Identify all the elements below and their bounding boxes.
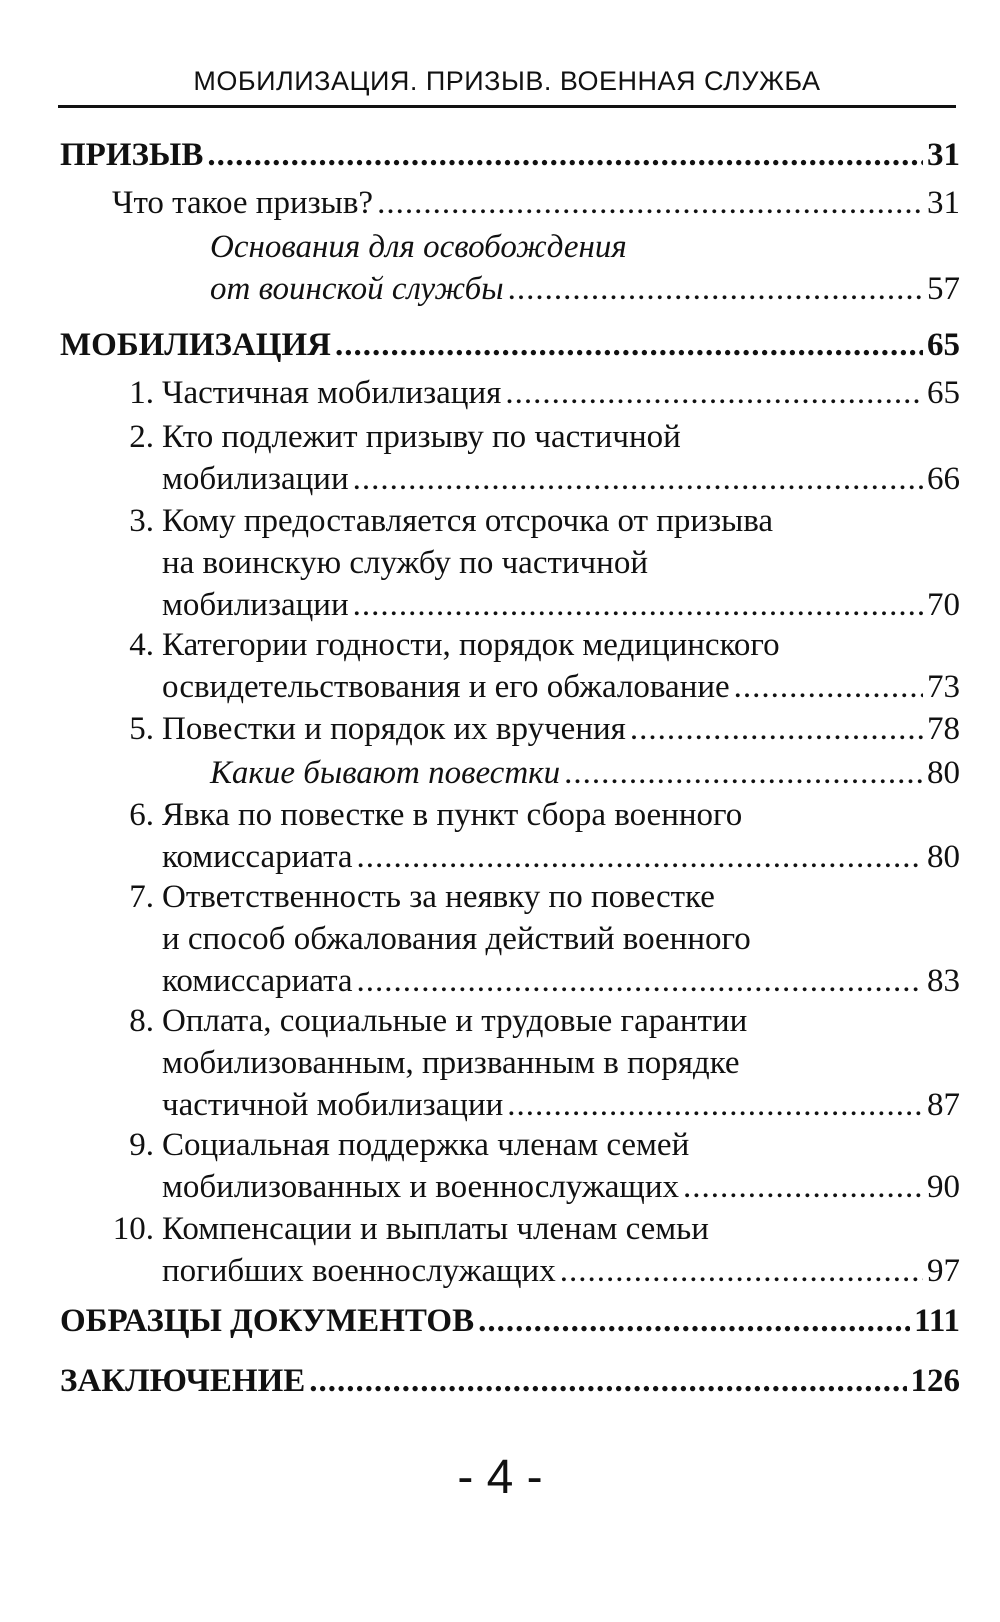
toc-item-number: 4. — [129, 627, 154, 663]
toc-item-number: 2. — [129, 419, 154, 455]
toc-entry-title-line: освидетельствования и его обжалование — [162, 669, 730, 705]
toc-page-number: 57 — [927, 271, 960, 307]
toc-entry-title-line: Явка по повестке в пункт сбора военного — [162, 797, 743, 833]
toc-entry-title-line: от воинской службы — [210, 271, 504, 307]
toc-item-2 — [60, 416, 960, 500]
toc-entry-title-line: комиссариата — [162, 839, 353, 875]
toc-entry-title-line: мобилизованных и военнослужащих — [162, 1169, 679, 1205]
dot-leader — [357, 836, 923, 878]
toc-entry-title-line: Ответственность за неявку по повестке — [162, 879, 715, 915]
dot-leader — [478, 1300, 910, 1342]
toc-item-1 — [60, 372, 960, 414]
dot-leader — [734, 666, 923, 708]
dot-leader — [309, 1360, 906, 1402]
toc-item-number: 6. — [129, 797, 154, 833]
dot-leader — [353, 458, 923, 500]
toc-entry-title-line: мобилизации — [162, 587, 349, 623]
dot-leader — [377, 182, 923, 224]
toc-item-number: 5. — [129, 711, 154, 747]
toc-entry-title-line: погибших военнослужащих — [162, 1253, 556, 1289]
toc-section-mobilization — [60, 324, 960, 366]
toc-entry-title-line: Основания для освобождения — [210, 229, 627, 265]
toc-item-number: 3. — [129, 503, 154, 539]
dot-leader — [630, 708, 923, 750]
toc-entry-title-line: Кто подлежит призыву по частичной — [162, 419, 681, 455]
toc-entry-title-line: частичной мобилизации — [162, 1087, 504, 1123]
toc-entry-title-line: на воинскую службу по частичной — [162, 545, 648, 581]
toc-entry-title-line: Повестки и порядок их вручения — [162, 711, 626, 747]
toc-section-conclusion — [60, 1360, 960, 1402]
toc-page-number: 80 — [927, 755, 960, 791]
toc-item-number: 7. — [129, 879, 154, 915]
toc-entry-title-line: и способ обжалования действий военного — [162, 921, 751, 957]
toc-entry-title-line: Социальная поддержка членам семей — [162, 1127, 690, 1163]
running-head: МОБИЛИЗАЦИЯ. ПРИЗЫВ. ВОЕННАЯ СЛУЖБА — [58, 66, 956, 108]
toc-page-number: 97 — [927, 1253, 960, 1289]
toc-page-number: 80 — [927, 839, 960, 875]
toc-item-7 — [60, 876, 960, 1002]
toc-item-5 — [60, 708, 960, 750]
toc-section-title: МОБИЛИЗАЦИЯ — [60, 327, 331, 363]
toc-section-title: ОБРАЗЦЫ ДОКУМЕНТОВ — [60, 1303, 475, 1339]
toc-entry-exemption-grounds — [60, 226, 960, 310]
toc-item-number: 10. — [112, 1211, 154, 1247]
toc-page-number: 111 — [914, 1303, 960, 1339]
toc-page-number: 66 — [927, 461, 960, 497]
toc-entry-title-line: Оплата, социальные и трудовые гарантии — [162, 1003, 748, 1039]
dot-leader — [560, 1250, 923, 1292]
toc-item-10 — [60, 1208, 960, 1292]
toc-entry-title-line: Компенсации и выплаты членам семьи — [162, 1211, 709, 1247]
toc-page-number: 126 — [910, 1363, 960, 1399]
toc-section-title: ПРИЗЫВ — [60, 137, 204, 173]
toc-page-number: 90 — [927, 1169, 960, 1205]
dot-leader — [207, 134, 923, 176]
dot-leader — [335, 324, 923, 366]
dot-leader — [508, 268, 923, 310]
toc-item-number: 1. — [129, 375, 154, 411]
toc-section-title: ЗАКЛЮЧЕНИЕ — [60, 1363, 306, 1399]
toc-page-number: 73 — [927, 669, 960, 705]
toc-item-number: 9. — [129, 1127, 154, 1163]
toc-page-number: 31 — [927, 185, 960, 221]
toc-entry-what-is-conscription — [60, 182, 960, 224]
toc-page-number: 78 — [927, 711, 960, 747]
toc-entry-title-line: Кому предоставляется отсрочка от призыва — [162, 503, 774, 539]
toc-item-8 — [60, 1000, 960, 1126]
dot-leader — [683, 1166, 923, 1208]
page-number: - 4 - — [457, 1451, 543, 1504]
toc-item-number: 8. — [129, 1003, 154, 1039]
toc-entry-title: Что такое призыв? — [112, 185, 374, 221]
toc-page-number: 65 — [927, 375, 960, 411]
toc-page-number: 31 — [927, 137, 960, 173]
dot-leader — [357, 960, 923, 1002]
toc-page-number: 65 — [927, 327, 960, 363]
toc-entry-title-line: Частичная мобилизация — [162, 375, 502, 411]
toc-entry-summons-types — [60, 752, 960, 794]
toc-page-number: 87 — [927, 1087, 960, 1123]
toc-entry-title-line: Какие бывают повестки — [210, 755, 561, 791]
toc-item-4 — [60, 624, 960, 708]
toc-page-number: 83 — [927, 963, 960, 999]
toc-item-9 — [60, 1124, 960, 1208]
toc-item-3 — [60, 500, 960, 626]
dot-leader — [353, 584, 923, 626]
toc-entry-title-line: мобилизации — [162, 461, 349, 497]
toc-section-conscription — [60, 134, 960, 176]
toc-section-document-samples — [60, 1300, 960, 1342]
dot-leader — [505, 372, 923, 414]
toc-entry-title-line: комиссариата — [162, 963, 353, 999]
dot-leader — [564, 752, 923, 794]
toc-page-number: 70 — [927, 587, 960, 623]
toc-entry-title-line: Категории годности, порядок медицинского — [162, 627, 780, 663]
toc-entry-title-line: мобилизованным, призванным в порядке — [162, 1045, 740, 1081]
toc-item-6 — [60, 794, 960, 878]
dot-leader — [507, 1084, 923, 1126]
